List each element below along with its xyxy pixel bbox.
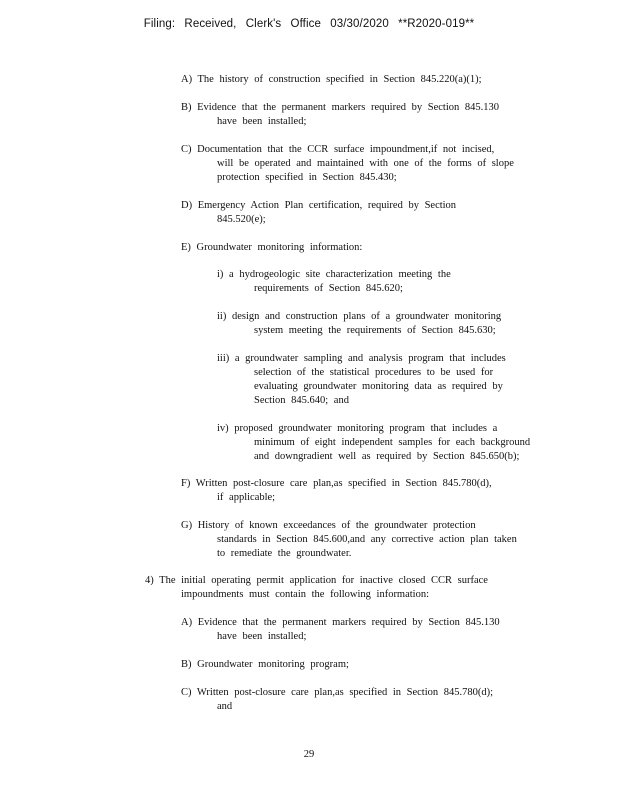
section-4-item-c-line-2: and xyxy=(217,701,233,712)
item-g-line-2: standards in Section 845.600,and any corrective action plan taken xyxy=(217,534,517,545)
item-a-line-1: A) The history of construction specified in Section 845.220(a)(1); xyxy=(181,74,482,85)
item-c-line-1: C) Documentation that the CCR surface impoundment,if not incised, xyxy=(181,144,495,155)
item-d-line-1: D) Emergency Action Plan certification, required by Section xyxy=(181,200,457,211)
page-number: 29 xyxy=(303,749,315,760)
item-e-ii-line-1: ii) design and construction plans of a groundwater monitoring xyxy=(217,311,502,322)
item-e-line-1: E) Groundwater monitoring information: xyxy=(181,242,363,253)
section-4-line-1: 4) The initial operating permit application for inactive closed CCR surface xyxy=(145,575,488,586)
item-f-line-2: if applicable; xyxy=(217,492,276,503)
filing-header: Filing: Received, Clerk's Office 03/30/2020 **R2020-019** xyxy=(143,18,475,30)
item-e-iv-line-3: and downgradient well as required by Section 845.650(b); xyxy=(254,451,520,462)
item-b-line-2: have been installed; xyxy=(217,116,307,127)
item-g-line-3: to remediate the groundwater. xyxy=(217,548,352,559)
section-4-line-2: impoundments must contain the following information: xyxy=(181,589,430,600)
item-e-ii-line-2: system meeting the requirements of Section 845.630; xyxy=(254,325,496,336)
item-e-iii-line-3: evaluating groundwater monitoring data as required by xyxy=(254,381,503,392)
item-g-line-1: G) History of known exceedances of the groundwater protection xyxy=(181,520,476,531)
item-d-line-2: 845.520(e); xyxy=(217,214,266,225)
item-e-iii-line-4: Section 845.640; and xyxy=(254,395,349,406)
item-b-line-1: B) Evidence that the permanent markers required by Section 845.130 xyxy=(181,102,499,113)
item-e-i-line-1: i) a hydrogeologic site characterization meeting the xyxy=(217,269,451,280)
item-f-line-1: F) Written post-closure care plan,as specified in Section 845.780(d), xyxy=(181,478,492,489)
item-e-iii-line-2: selection of the statistical procedures to be used for xyxy=(254,367,494,378)
item-e-iii-line-1: iii) a groundwater sampling and analysis program that includes xyxy=(217,353,506,364)
item-e-iv-line-2: minimum of eight independent samples for each background xyxy=(254,437,531,448)
section-4-item-b-line-1: B) Groundwater monitoring program; xyxy=(181,659,349,670)
item-e-i-line-2: requirements of Section 845.620; xyxy=(254,283,403,294)
section-4-item-a-line-1: A) Evidence that the permanent markers required by Section 845.130 xyxy=(181,617,500,628)
section-4-item-a-line-2: have been installed; xyxy=(217,631,307,642)
item-c-line-2: will be operated and maintained with one of the forms of slope xyxy=(217,158,514,169)
item-e-iv-line-1: iv) proposed groundwater monitoring program that includes a xyxy=(217,423,498,434)
section-4-item-c-line-1: C) Written post-closure care plan,as specified in Section 845.780(d); xyxy=(181,687,494,698)
item-c-line-3: protection specified in Section 845.430; xyxy=(217,172,397,183)
